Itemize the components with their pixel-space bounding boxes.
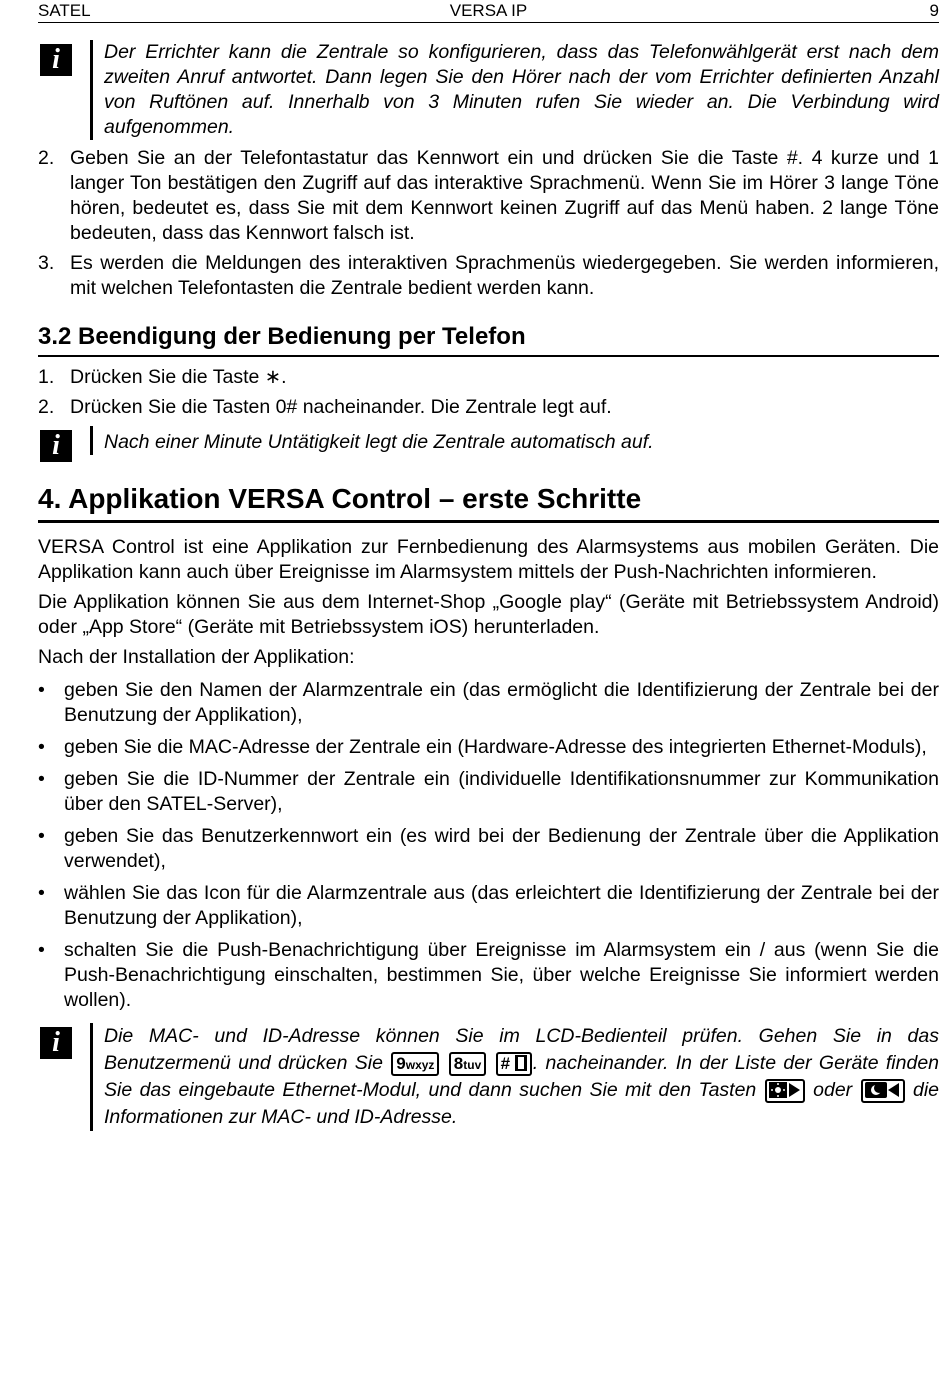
steps-list-1 — [38, 146, 939, 301]
note-divider — [90, 40, 93, 140]
moon-icon — [865, 1082, 887, 1098]
key-sublabel: tuv — [463, 1057, 482, 1072]
key-left-arrow-icon — [861, 1079, 905, 1103]
arrow-right-icon — [787, 1082, 801, 1098]
bullet-list — [38, 678, 939, 1013]
door-icon — [515, 1055, 527, 1071]
list-item — [38, 395, 939, 420]
steps-list-2 — [38, 365, 939, 420]
note-divider — [90, 1023, 93, 1131]
note-text-part: die Informationen zur MAC- und ID-Adresse. — [104, 1079, 940, 1128]
key-sublabel: wxyz — [405, 1057, 435, 1072]
note-text: Nach einer Minute Untätigkeit legt die Zentrale automatisch auf. — [104, 431, 654, 453]
list-item: • geben Sie den Namen der Alarmzentrale ein (das ermöglicht die Identifizierung der Zentrale bei der Benutzung der Applikation), — [38, 678, 939, 728]
step-number: 3. — [38, 252, 55, 274]
section-heading-3-2: 3.2 Beendigung der Bedienung per Telefon — [38, 323, 939, 357]
key-9-icon — [391, 1052, 439, 1076]
list-item — [38, 365, 939, 390]
key-label: 8 — [453, 1053, 464, 1073]
step-number: 2. — [38, 147, 55, 169]
page-number: 9 — [929, 1, 939, 20]
info-icon: i — [40, 44, 72, 76]
info-icon: i — [40, 1027, 72, 1059]
list-item: • schalten Sie die Push-Benachrichtigung über Ereignisse im Alarmsystem ein / aus (wenn Sie die Push-Benachrichtigung einschalten, bestimmen Sie, über welche Ereignisse Sie informiert werden wollen). — [38, 938, 939, 1013]
note-divider — [90, 426, 93, 455]
paragraph: VERSA Control ist eine Applikation zur Fernbedienung des Alarmsystems aus mobilen Geräten. Die Applikation kann auch über Ereignisse im Alarmsystem mittels der Push-Nachrichten informieren. — [38, 536, 939, 583]
list-item — [38, 146, 939, 246]
step-text: Drücken Sie die Taste ∗. — [70, 366, 287, 388]
step-text: Drücken Sie die Tasten 0# nacheinander. Die Zentrale legt auf. — [70, 396, 612, 418]
key-8-icon — [449, 1052, 486, 1076]
step-text: Geben Sie an der Telefontastatur das Kennwort ein und drücken Sie die Taste #. 4 kurze und 1 langer Ton bestätigen den Zugriff auf das interaktive Sprachmenü. Wenn Sie im Hörer 3 lange Töne hören, bedeutet es, dass Sie mit dem Kennwort keinen Zugriff auf das Menü haben. 2 lange Töne bedeuten, dass das Kennwort falsch ist. — [70, 147, 939, 244]
list-item — [38, 251, 939, 301]
arrow-left-icon — [887, 1082, 901, 1098]
list-item: • wählen Sie das Icon für die Alarmzentrale aus (das erleichtert die Identifizierung der Zentrale bei der Benutzung der Applikation), — [38, 881, 939, 931]
list-item: • geben Sie das Benutzerkennwort ein (es wird bei der Bedienung der Zentrale über die Applikation verwendet), — [38, 824, 939, 874]
step-number: 2. — [38, 396, 55, 418]
step-number: 1. — [38, 366, 55, 388]
note-text-part: . nacheinander. In der Liste der Geräte finden Sie das eingebaute Ethernet-Modul, und dann suchen Sie mit den Tasten — [104, 1052, 940, 1101]
list-item: • geben Sie die ID-Nummer der Zentrale ein (individuelle Identifikationsnummer zur Kommunikation über den SATEL-Server), — [38, 767, 939, 817]
paragraph: Nach der Installation der Applikation: — [38, 646, 355, 668]
info-note-3 — [38, 1023, 939, 1131]
note-text — [104, 1023, 939, 1131]
header-brand: SATEL — [38, 1, 91, 20]
note-text-part: Die MAC- und ID-Adresse können Sie im LCD-Bedienteil prüfen. Gehen Sie in das Benutzermenü und drücken Sie — [104, 1025, 939, 1074]
list-item: • geben Sie die MAC-Adresse der Zentrale ein (Hardware-Adresse des integrierten Ethernet-Moduls), — [38, 735, 939, 760]
note-text: Der Errichter kann die Zentrale so konfigurieren, dass das Telefonwählgerät erst nach dem zweiten Anruf antwortet. Dann legen Sie den Hörer nach der vom Errichter definierten Anzahl von Ruftönen auf. Innerhalb von 3 Minuten rufen Sie wieder an. Die Verbindung wird aufgenommen. — [104, 41, 939, 138]
page-header — [38, 0, 939, 23]
step-text: Es werden die Meldungen des interaktiven Sprachmenüs wiedergegeben. Sie werden informieren, mit welchen Telefontasten die Zentrale bedient werden kann. — [70, 252, 939, 299]
info-note-1 — [38, 40, 939, 140]
page-content — [38, 40, 939, 1135]
section-heading-4: 4. Applikation VERSA Control – erste Schritte — [38, 483, 939, 523]
note-text-part: oder — [813, 1079, 853, 1101]
key-label: # — [500, 1053, 511, 1073]
key-hash-icon — [496, 1052, 532, 1076]
header-product: VERSA IP — [449, 1, 528, 20]
info-note-2 — [38, 426, 939, 461]
info-icon: i — [40, 430, 72, 462]
key-label: 9 — [396, 1053, 406, 1073]
key-right-arrow-icon — [765, 1079, 805, 1103]
paragraph: Die Applikation können Sie aus dem Internet-Shop „Google play“ (Geräte mit Betriebssystem Android) oder „App Store“ (Geräte mit Betriebssystem iOS) herunterladen. — [38, 591, 939, 638]
sun-icon — [769, 1082, 787, 1098]
